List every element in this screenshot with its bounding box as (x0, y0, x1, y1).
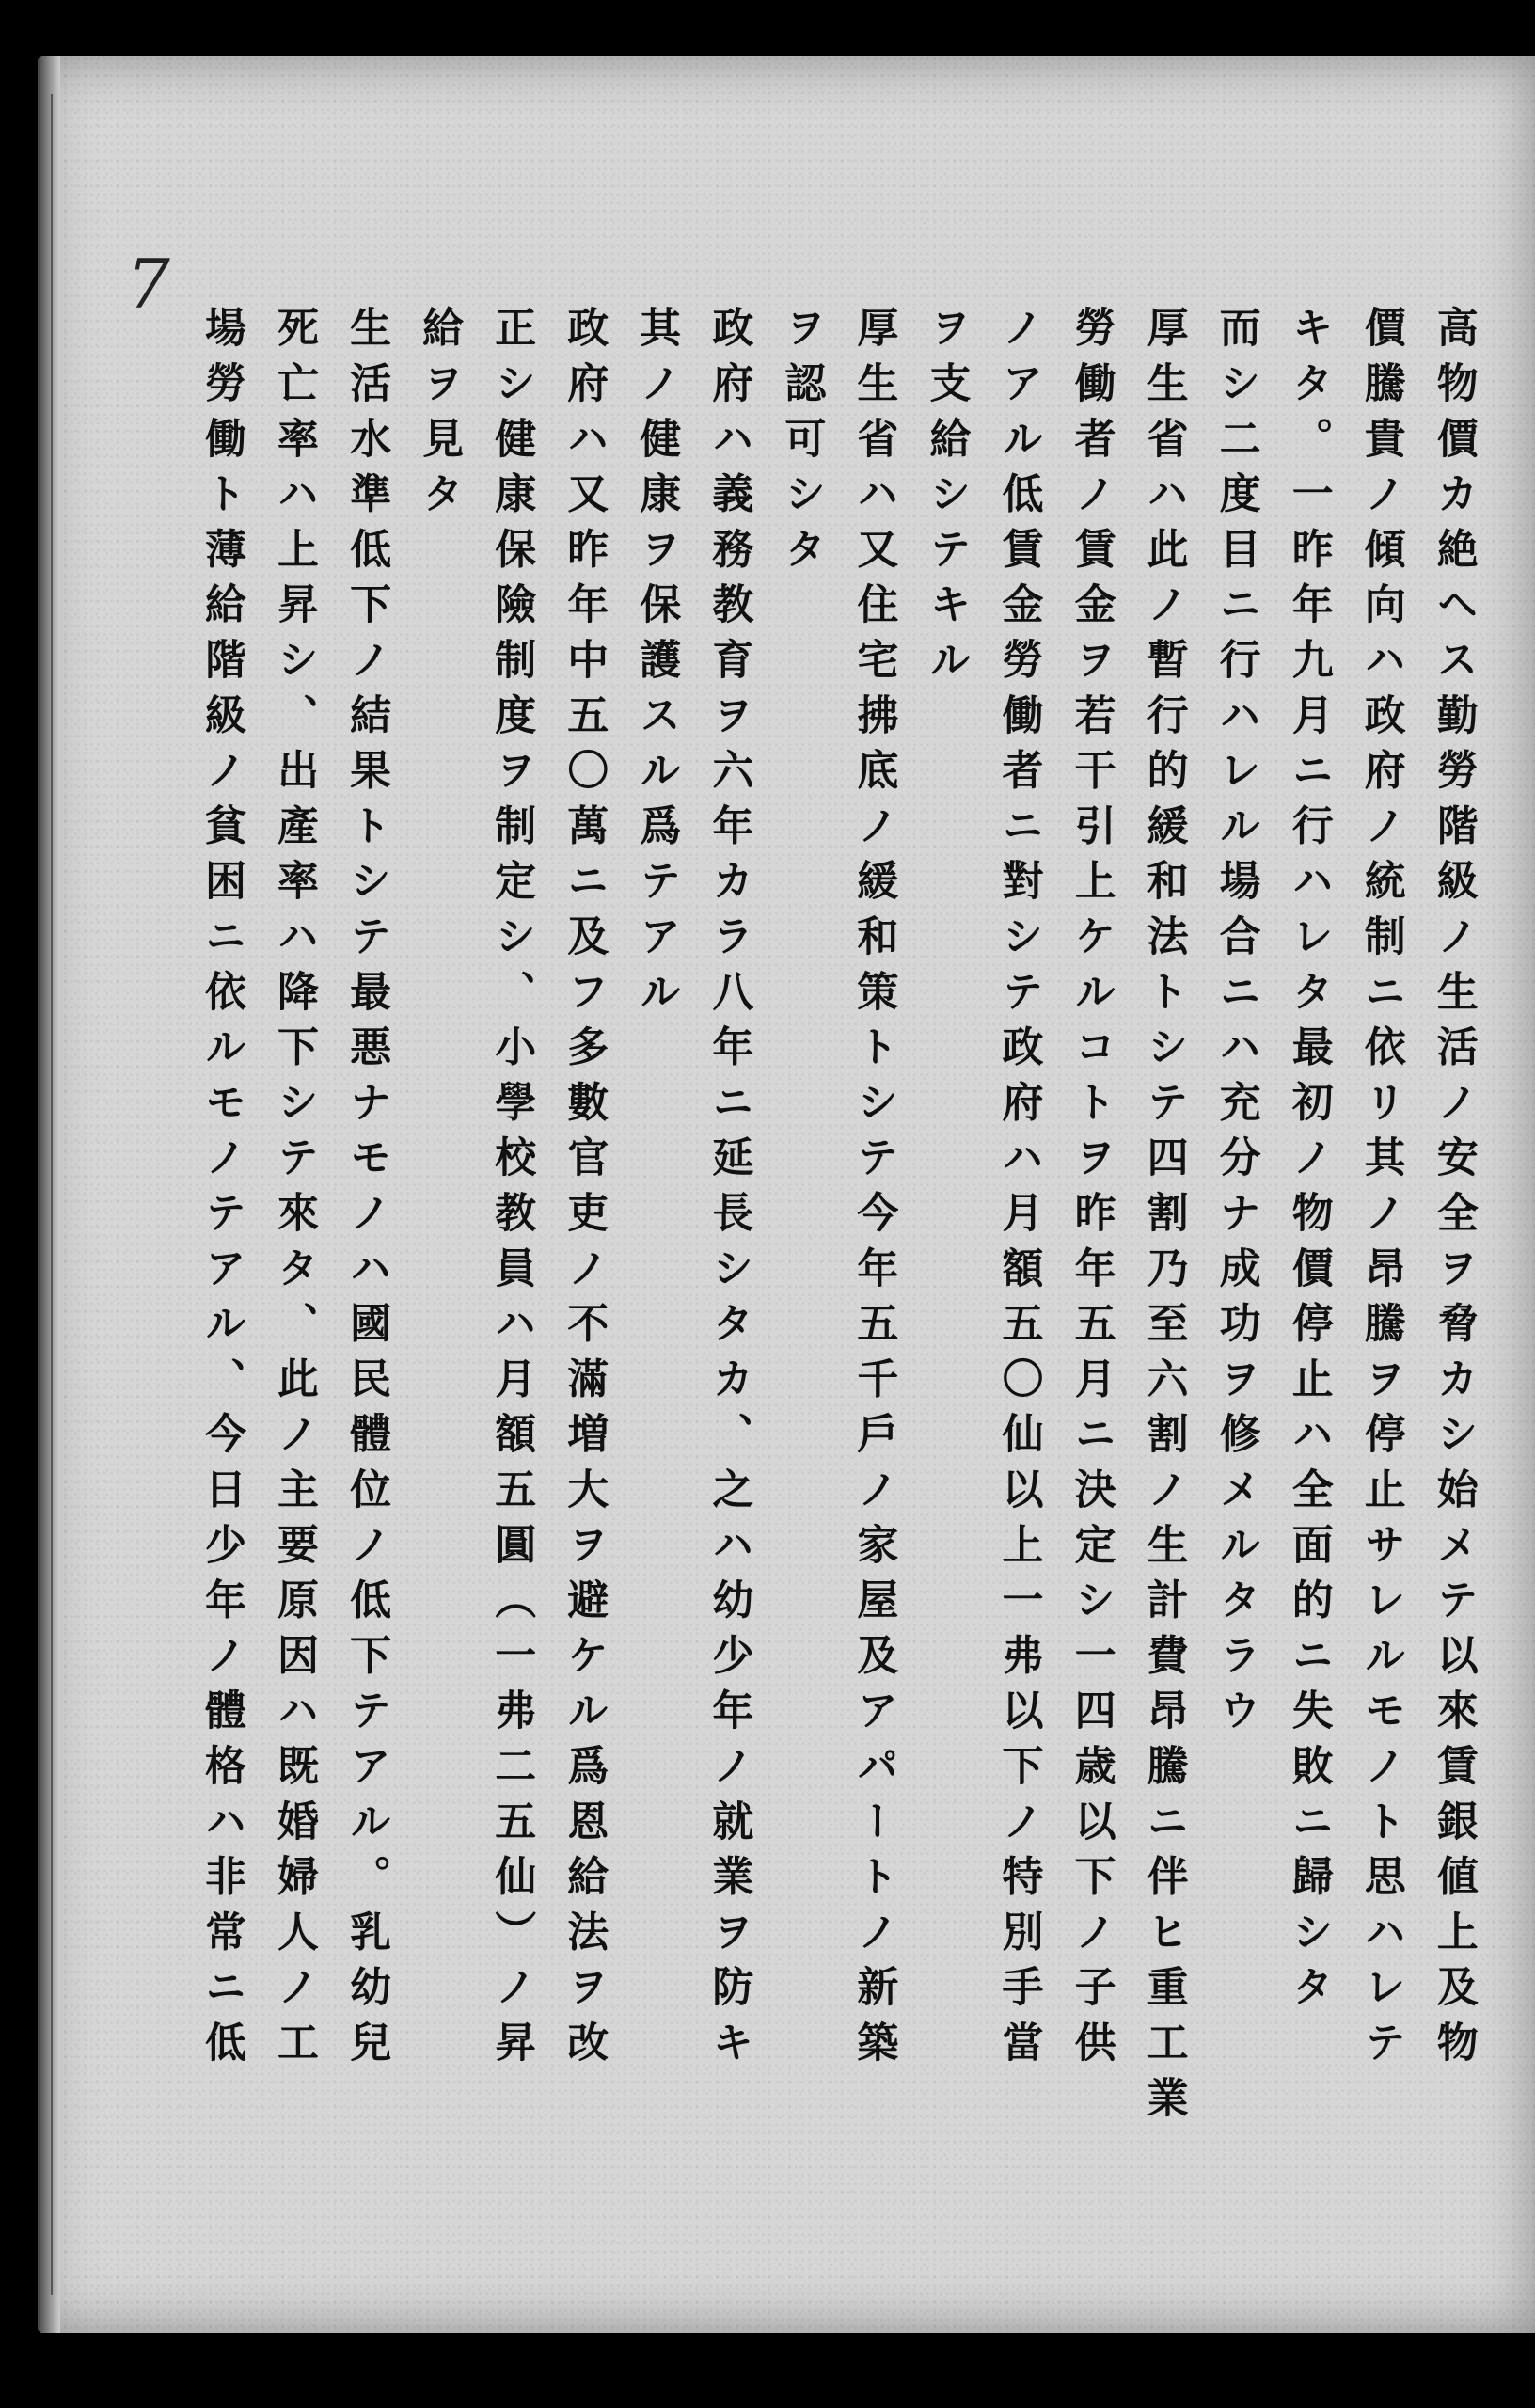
text-column: 高物價カ絶ヘス勤勞階級ノ生活ノ安全ヲ脅カシ始メテ以來賃銀値上及物 (1429, 306, 1478, 2076)
vertical-text-block (188, 306, 1486, 2262)
text-column: ノアル低賃金勞働者ニ對シテ政府ハ月額五〇仙以上一弗以下ノ特別手當 (994, 306, 1043, 2076)
page-edge-line (51, 94, 53, 2295)
text-column: 其ノ健康ヲ保護スル爲テアル (632, 306, 681, 1025)
text-column: 厚生省ハ此ノ暫行的緩和法トシテ四割乃至六割ノ生計費昂騰ニ伴ヒ重工業 (1139, 306, 1188, 2131)
text-column: ヲ認可シタ (777, 306, 826, 582)
text-column: 生活水準低下ノ結果トシテ最悪ナモノハ國民體位ノ低下テアル。乳幼兒 (342, 306, 391, 2076)
text-column: 勞働者ノ賃金ヲ若干引上ケルコトヲ昨年五月ニ決定シ一四歳以下ノ子供 (1067, 306, 1116, 2076)
book-page (38, 56, 1535, 2333)
text-column: 政府ハ又昨年中五〇萬ニ及フ多數官吏ノ不滿増大ヲ避ケル爲恩給法ヲ改 (560, 306, 609, 2076)
text-column: 正シ健康保險制度ヲ制定シ、小學校教員ハ月額五圓（一弗二五仙）ノ昇 (487, 306, 536, 2076)
text-column: 價騰貴ノ傾向ハ政府ノ統制ニ依リ其ノ昂騰ヲ停止サレルモノト思ハレテ (1356, 306, 1405, 2076)
book-spine (38, 56, 60, 2333)
text-column: 死亡率ハ上昇シ、出產率ハ降下シテ來タ、此ノ主要原因ハ既婚婦人ノ工 (270, 306, 319, 2076)
text-column: ヲ支給シテキル (922, 306, 971, 693)
page-number: 7 (127, 245, 170, 324)
text-column: 厚生省ハ又住宅拂底ノ緩和策トシテ今年五千戶ノ家屋及アパートノ新築 (849, 306, 898, 2076)
text-column: 而シ二度目ニ行ハレル場合ニハ充分ナ成功ヲ修メルタラウ (1211, 306, 1260, 1744)
text-column: 政府ハ義務教育ヲ六年カラ八年ニ延長シタカ、之ハ幼少年ノ就業ヲ防キ (704, 306, 753, 2076)
text-column: 給ヲ見タ (415, 306, 464, 528)
text-column: キタ。一昨年九月ニ行ハレタ最初ノ物價停止ハ全面的ニ失敗ニ歸シタ (1284, 306, 1333, 2020)
text-column: 場勞働ト薄給階級ノ貧困ニ依ルモノテアル、今日少年ノ體格ハ非常ニ低 (198, 306, 245, 2076)
